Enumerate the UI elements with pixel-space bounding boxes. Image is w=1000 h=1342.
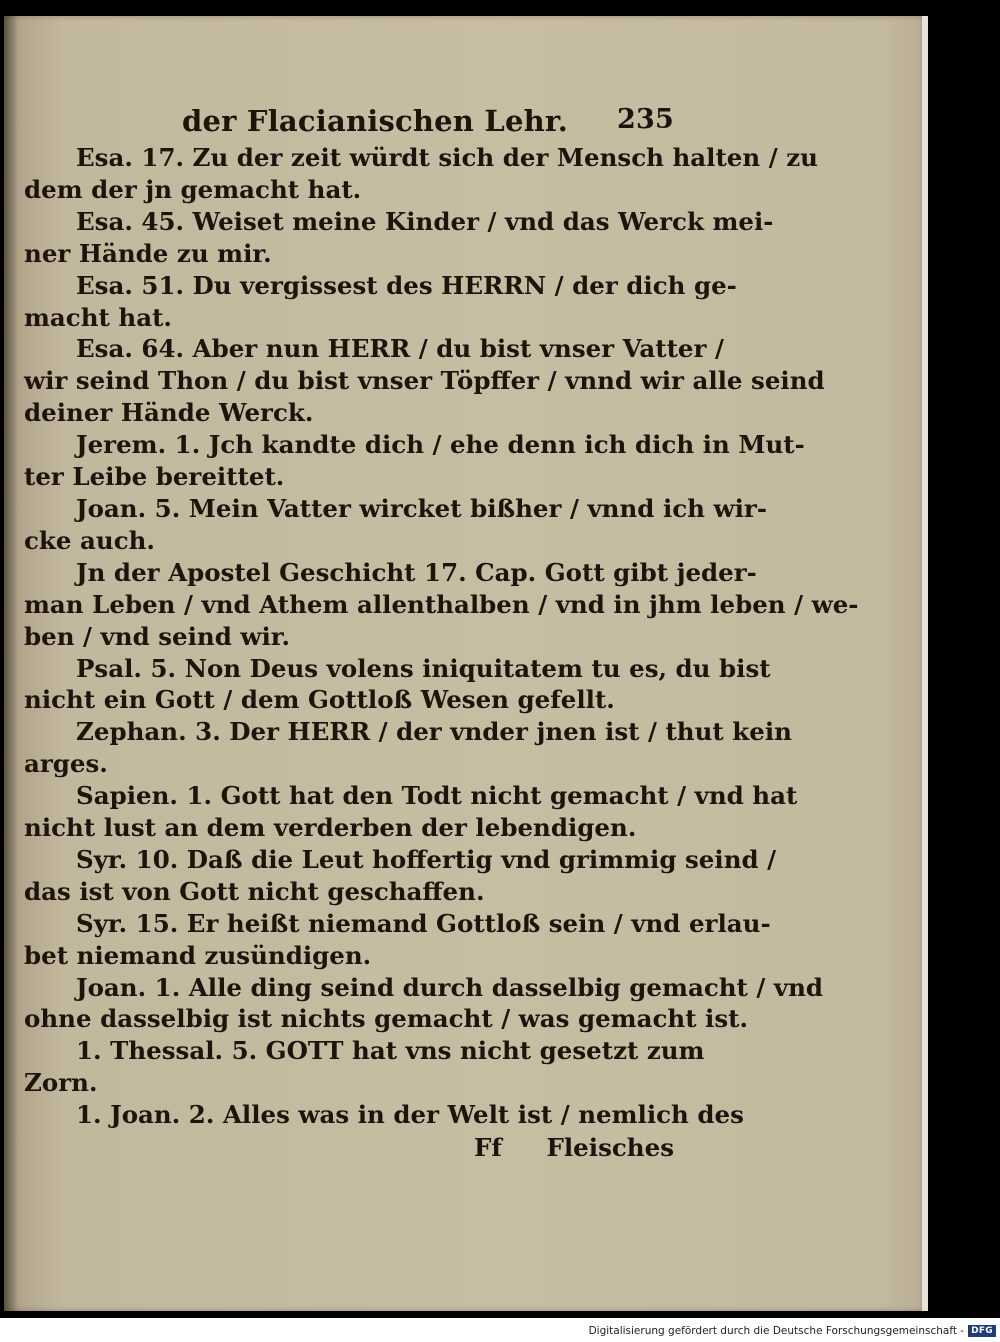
paragraph-line: Zorn.	[24, 1068, 98, 1098]
paragraph-line: nicht lust an dem verderben der lebendigen.	[24, 813, 637, 843]
paragraph-line: wir seind Thon / du bist vnser Töpffer / vnnd wir alle seind	[24, 366, 825, 396]
paragraph-first-line: Joan. 1. Alle ding seind durch dasselbig gemacht / vnd	[76, 972, 824, 1002]
dfg-logo: DFG	[968, 1325, 996, 1337]
footer-text: Digitalisierung gefördert durch die Deutsche Forschungsgemeinschaft -	[588, 1325, 965, 1337]
catchword-line	[24, 1131, 674, 1165]
paragraph-first-line: Syr. 10. Daß die Leut hoffertig vnd grimmig seind /	[76, 844, 777, 874]
page-number: 235	[617, 104, 674, 135]
paragraph-line: ohne dasselbig ist nichts gemacht / was gemacht ist.	[24, 1004, 749, 1034]
paragraph-first-line: Jn der Apostel Geschicht 17. Cap. Gott gibt jeder-	[76, 557, 757, 587]
catchword: Fleisches	[546, 1133, 674, 1163]
running-head	[24, 86, 674, 142]
paragraph-line: nicht ein Gott / dem Gottloß Wesen gefellt.	[24, 685, 615, 715]
paragraph-first-line: Syr. 15. Er heißt niemand Gottloß sein / vnd erlau-	[76, 908, 771, 938]
paragraph-first-line: Esa. 45. Weiset meine Kinder / vnd das Werck mei-	[76, 206, 774, 236]
paragraph-line: ner Hände zu mir.	[24, 238, 272, 268]
paragraph-line: man Leben / vnd Athem allenthalben / vnd in jhm leben / we-	[24, 589, 859, 619]
paragraph-line: cke auch.	[24, 525, 155, 555]
running-title: der Flacianischen Lehr.	[182, 104, 569, 138]
footer	[589, 1323, 996, 1339]
page-edge	[922, 16, 928, 1311]
body-text	[24, 142, 859, 1131]
paragraph-first-line: Esa. 64. Aber nun HERR / du bist vnser Vatter /	[76, 334, 724, 364]
paragraph-line: deiner Hände Werck.	[24, 398, 314, 428]
paragraph-first-line: Jerem. 1. Jch kandte dich / ehe denn ich dich in Mut-	[76, 430, 805, 460]
text-block	[24, 86, 859, 1165]
paragraph-line: das ist von Gott nicht geschaffen.	[24, 876, 485, 906]
paragraph-first-line: Esa. 17. Zu der zeit würdt sich der Mensch halten / zu	[76, 143, 818, 172]
binding-shadow	[4, 16, 18, 1311]
paragraph-line: ben / vnd seind wir.	[24, 621, 290, 651]
paragraph-line: macht hat.	[24, 302, 172, 332]
paragraph-line: bet niemand zusündigen.	[24, 940, 372, 970]
paragraph-first-line: Zephan. 3. Der HERR / der vnder jnen ist / thut kein	[76, 717, 792, 747]
paragraph-first-line: Sapien. 1. Gott hat den Todt nicht gemacht / vnd hat	[76, 781, 798, 811]
paragraph-first-line: Esa. 51. Du vergissest des HERRN / der dich ge-	[76, 270, 737, 300]
paragraph-line: arges.	[24, 749, 108, 779]
paragraph-line: ter Leibe bereittet.	[24, 462, 285, 492]
book-page	[4, 16, 928, 1311]
paragraph-first-line: 1. Thessal. 5. GOTT hat vns nicht gesetzt zum	[76, 1036, 705, 1066]
paragraph-first-line: Psal. 5. Non Deus volens iniquitatem tu es, du bist	[76, 653, 771, 683]
signature-mark: Ff	[474, 1133, 502, 1163]
paragraph-first-line: 1. Joan. 2. Alles was in der Welt ist / nemlich des	[76, 1100, 744, 1130]
paragraph-first-line: Joan. 5. Mein Vatter wircket bißher / vnnd ich wir-	[76, 493, 768, 523]
paragraph-line: dem der jn gemacht hat.	[24, 174, 362, 204]
